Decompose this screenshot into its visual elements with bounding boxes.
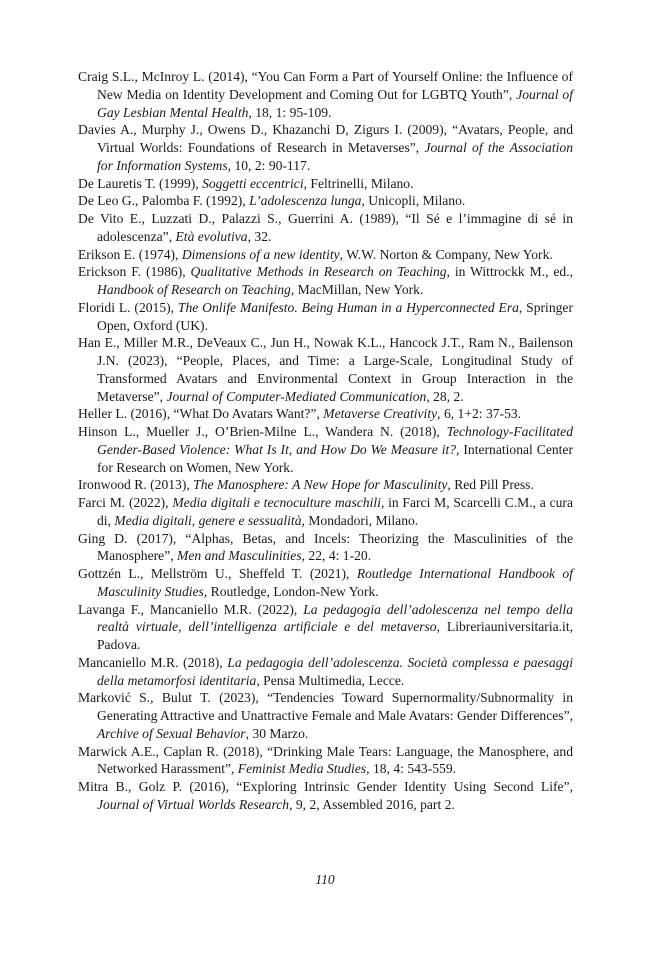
reference-entry (78, 601, 573, 654)
reference-text: Hinson L., Mueller J., O’Brien-Milne L., Wandera N. (2018), (78, 424, 447, 439)
reference-title: Media digitali e tecnoculture maschili (172, 495, 381, 510)
reference-text: , Feltrinelli, Milano. (303, 175, 414, 191)
reference-title: Metaverse Creativity (323, 406, 438, 422)
reference-text: Mitra B., Golz P. (2016), “Exploring Intrinsic Gender Identity Using Second Life”, (78, 779, 573, 794)
reference-text: , MacMillan, New York. (290, 282, 424, 297)
reference-text: , 9, 2, Assembled 2016, part 2. (289, 796, 455, 812)
reference-entry (78, 334, 573, 405)
reference-title: Men and Masculinities (177, 548, 302, 564)
reference-text: Ging D. (2017), “Alphas, Betas, and Incels: Theorizing the Masculinities of the Manosphere”, (78, 530, 573, 564)
reference-text: , 6, 1+2: 37-53. (437, 406, 522, 422)
reference-title: La pedagogia dell’adolescenza nel tempo della realtà virtuale, dell’intelligenza artificiale e del metaverso (97, 601, 573, 635)
reference-text: , in Farci M, Scarcelli C.M., a cura di, (97, 495, 573, 528)
reference-entry (78, 405, 573, 423)
reference-text: Routledge, London-New York. (207, 583, 379, 599)
reference-text: Mancaniello M.R. (2018), (78, 654, 228, 670)
reference-title: Technology-Facilitated Gender-Based Violence: What Is It, and How Do We Measure it? (97, 424, 573, 457)
reference-title: Soggetti eccentrici (202, 175, 304, 191)
reference-title: Qualitative Methods in Research on Teaching (190, 264, 447, 280)
reference-text: De Lauretis T. (1999), (78, 175, 203, 191)
reference-text: Farci M. (2022), (78, 495, 173, 510)
reference-text: Erickson F. (1986), (78, 264, 191, 280)
reference-entry (78, 530, 573, 566)
reference-text: Marković S., Bulut T. (2023), “Tendencies Toward Supernormality/Subnormality in Generating Attractive and Unattractive Female and Male Avatars: Gender Differences”, (78, 690, 573, 723)
page-number: 110 (315, 872, 335, 887)
reference-text: Erikson E. (1974), (78, 246, 182, 262)
reference-entry (78, 778, 573, 814)
reference-text: Craig S.L., McInroy L. (2014), “You Can Form a Part of Yourself Online: the Influence of New Media on Identity Development and Coming Out for LGBTQ Youth”, (78, 69, 573, 102)
reference-entry (78, 565, 573, 601)
reference-text: , 22, 4: 1-20. (301, 548, 372, 564)
reference-text: , Pensa Multimedia, Lecce. (256, 672, 405, 688)
reference-list (78, 68, 573, 814)
reference-text: , Mondadori, Milano. (301, 512, 419, 528)
reference-entry (78, 423, 573, 476)
reference-text: Heller L. (2016), “What Do Avatars Want?”, (78, 406, 324, 422)
reference-text: Davies A., Murphy J., Owens D., Khazanchi D, Zigurs I. (2009), “Avatars, People, and Virtual Worlds: Foundations of Research in Metaverses”, (78, 122, 573, 155)
reference-title: L’adolescenza lunga (249, 193, 362, 209)
reference-title: Handbook of Research on Teaching (97, 282, 291, 297)
reference-title: La pedagogia dell’adolescenza. Società complessa e paesaggi della metamorfosi identitaria (97, 654, 573, 688)
reference-entry (78, 263, 573, 299)
reference-title: The Onlife Manifesto. Being Human in a Hyperconnected Era (177, 299, 519, 315)
reference-entry (78, 246, 573, 264)
reference-entry (78, 68, 573, 121)
reference-text: De Vito E., Luzzati D., Palazzi S., Guerrini A. (1989), “Il Sé e l’immagine di sé in adolescenza”, (78, 211, 573, 244)
reference-entry (78, 192, 573, 210)
reference-title: Routledge International Handbook of Masculinity Studies, (97, 566, 573, 599)
reference-entry (78, 476, 573, 494)
reference-text: , Unicopli, Milano. (361, 193, 466, 209)
reference-text: Han E., Miller M.R., DeVeaux C., Jun H., Nowak K.L., Hancock J.T., Ram N., Bailenson J.N. (2023), “People, Places, and Time: a Large-Scale, Longitudinal Study of Transformed Avatars and Environmental Context in Group Interaction in the Metaverse”, (78, 335, 573, 404)
reference-title: Journal of the Association for Information Systems (97, 140, 574, 173)
reference-text: De Leo G., Palomba F. (1992), (78, 193, 250, 209)
reference-title: Journal of Virtual Worlds Research (97, 796, 290, 812)
reference-title: Media digitali, genere e sessualità (114, 512, 302, 528)
reference-text: , 18, 1: 95-109. (248, 104, 332, 120)
reference-title: Dimensions of a new identity (181, 246, 340, 262)
reference-text: , 30 Marzo. (245, 725, 309, 741)
reference-entry (78, 689, 573, 742)
reference-entry (78, 210, 573, 246)
reference-text: , in Wittrockk M., ed., (446, 264, 573, 280)
reference-title: Età evolutiva (175, 228, 248, 244)
reference-text: , International Center for Research on Women, New York. (97, 441, 573, 475)
reference-title: The Manosphere: A New Hope for Masculinity (193, 477, 448, 493)
reference-entry (78, 743, 573, 779)
reference-entry (78, 494, 573, 530)
reference-title: Feminist Media Studies (237, 761, 367, 777)
reference-entry (78, 175, 573, 193)
reference-text: , 28, 2. (426, 388, 464, 404)
reference-text: Marwick A.E., Caplan R. (2018), “Drinking Male Tears: Language, the Manosphere, and Networked Harassment”, (78, 743, 573, 777)
reference-text: Lavanga F., Mancaniello M.R. (2022), (78, 601, 304, 617)
reference-text: , Springer Open, Oxford (UK). (97, 299, 573, 333)
reference-text: , 18, 4: 543-559. (366, 761, 457, 777)
reference-title: Archive of Sexual Behavior (97, 725, 246, 741)
reference-text: Ironwood R. (2013), (78, 477, 194, 493)
reference-entry (78, 654, 573, 690)
reference-title: Journal of Computer-Mediated Communication (166, 388, 427, 404)
reference-text: Gottzén L., Mellström U., Sheffeld T. (2021), (78, 566, 357, 581)
reference-entry (78, 299, 573, 335)
reference-text: , W.W. Norton & Company, New York. (339, 246, 553, 262)
reference-text: , 32. (247, 228, 272, 244)
reference-title: Journal of Gay Lesbian Mental Health (97, 86, 574, 120)
reference-text: , Libreriauniversitaria.it, Padova. (97, 619, 573, 652)
reference-text: Floridi L. (2015), (78, 299, 178, 315)
reference-text: , 10, 2: 90-117. (227, 157, 311, 173)
reference-entry (78, 121, 573, 174)
reference-text: , Red Pill Press. (447, 477, 534, 493)
